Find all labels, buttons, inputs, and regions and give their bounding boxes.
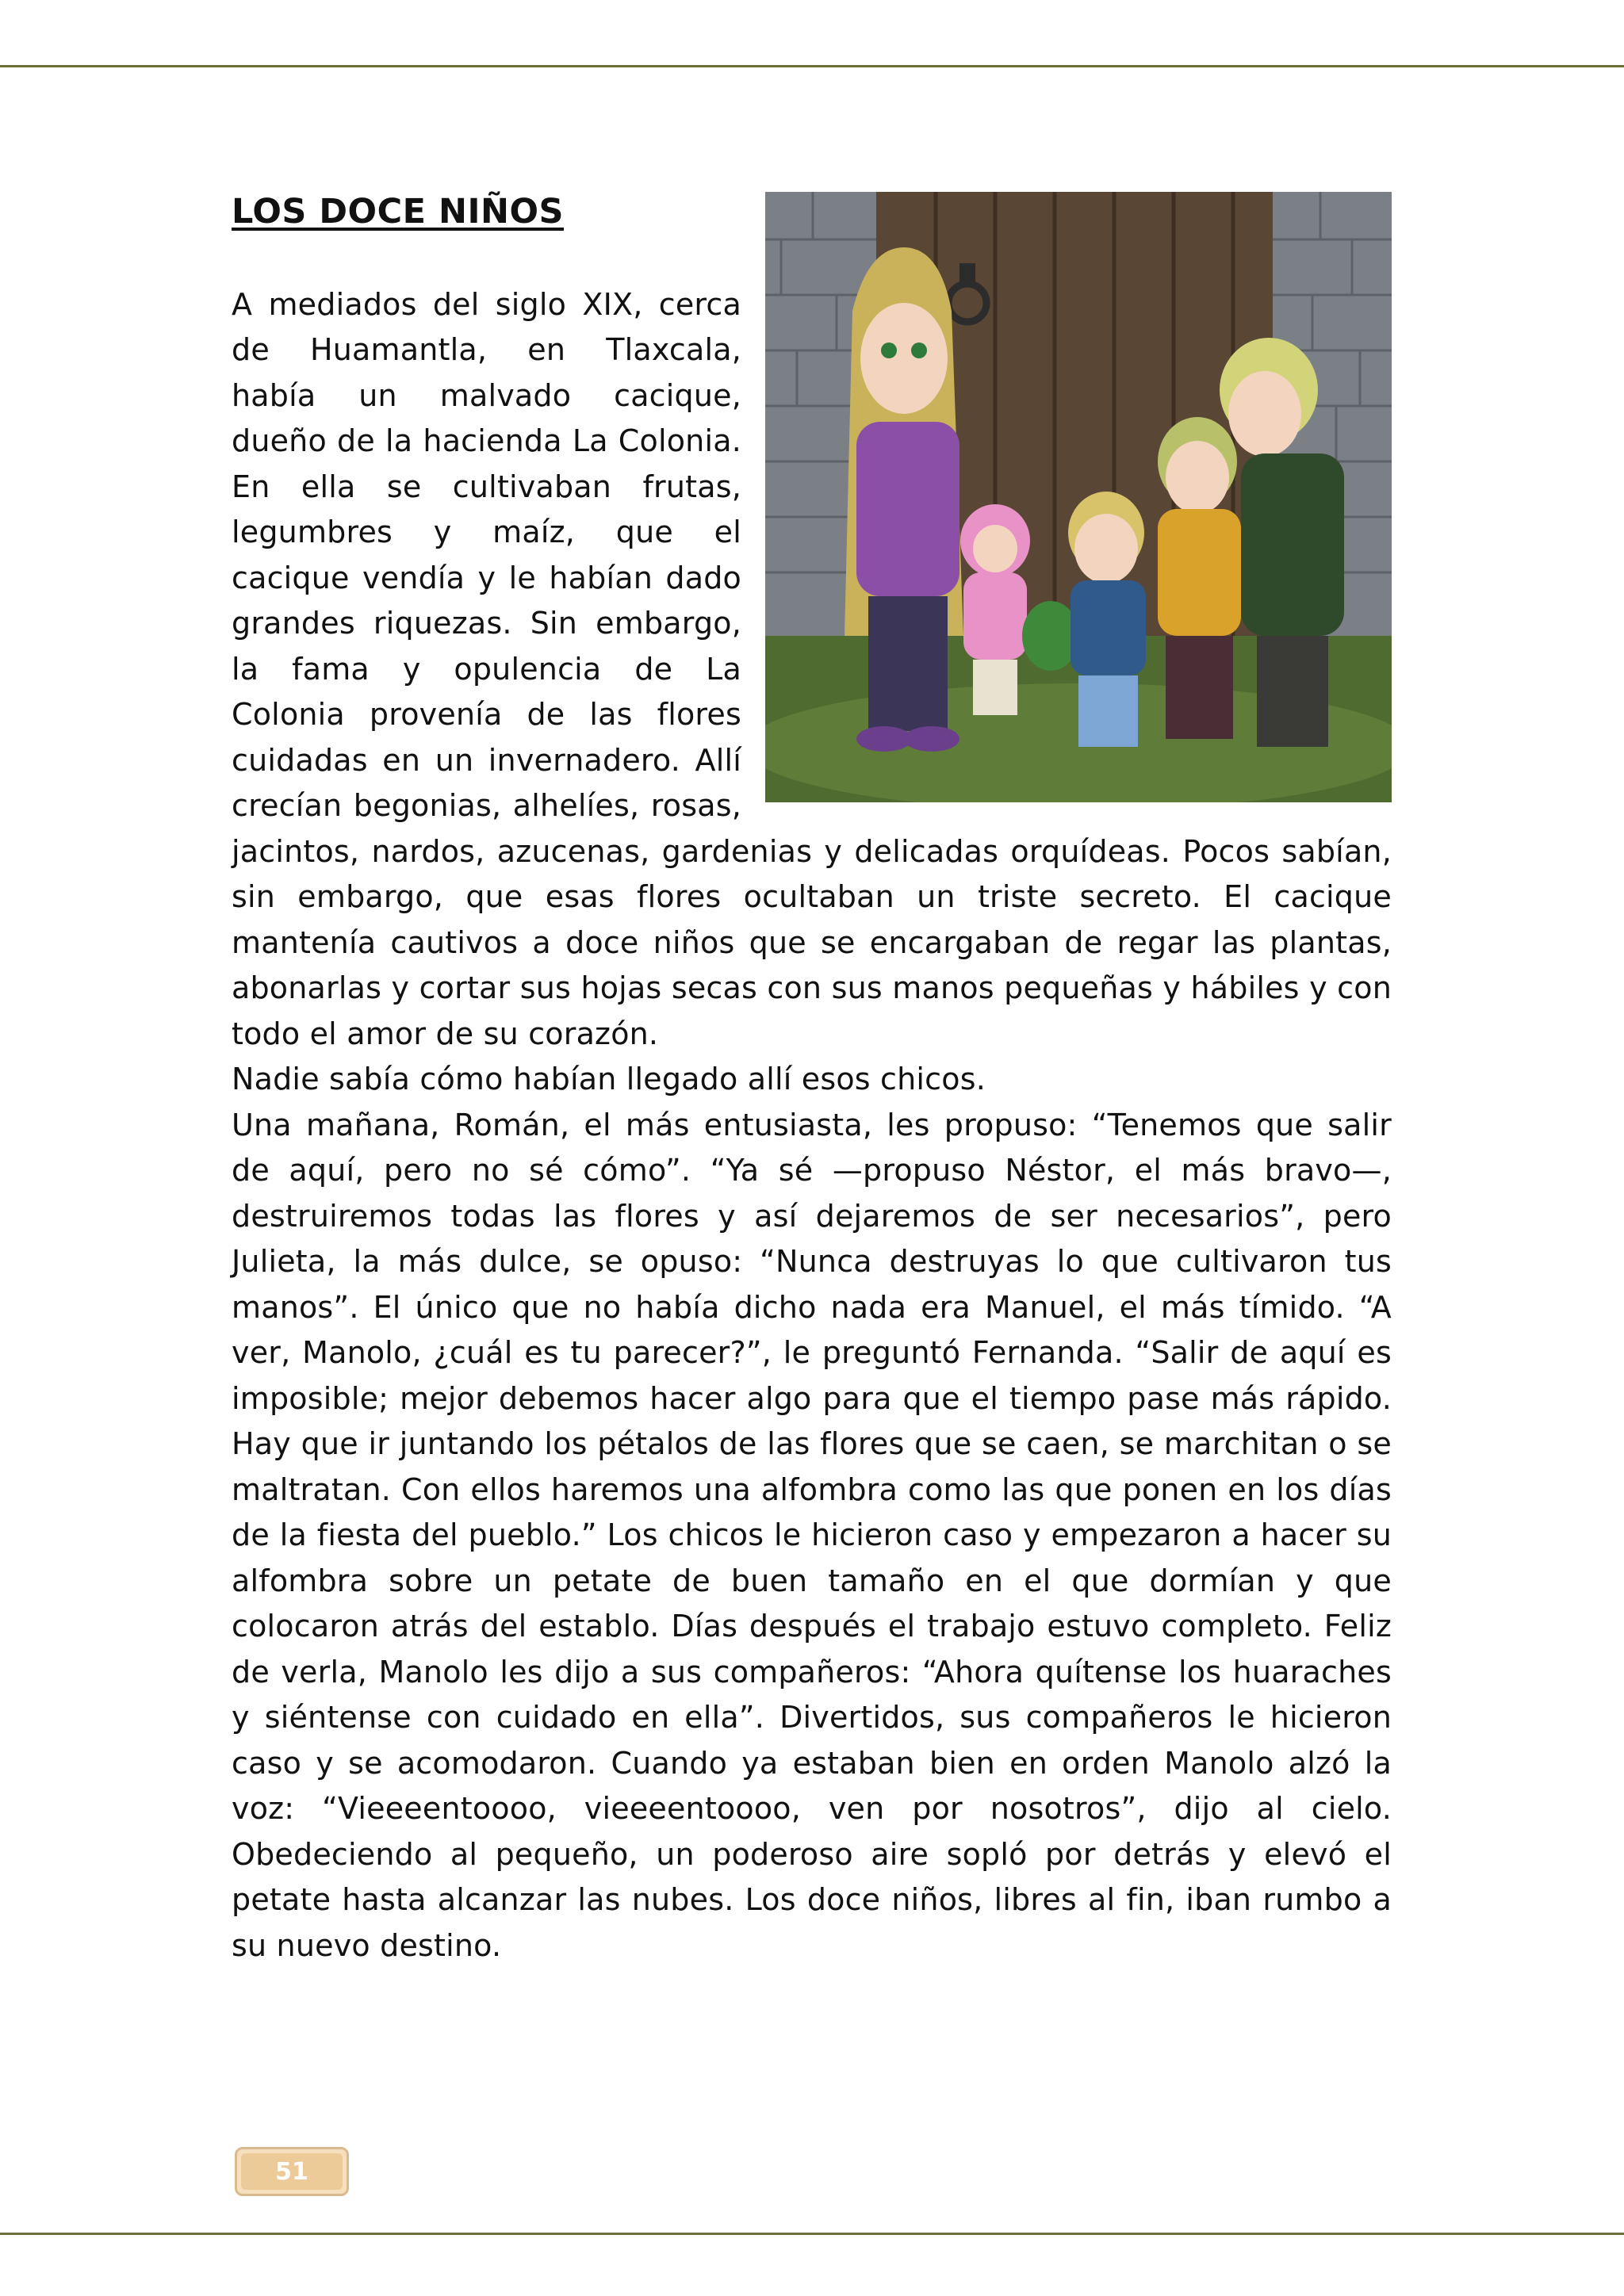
page-number: 51 xyxy=(275,2157,308,2186)
header-rule xyxy=(0,65,1624,67)
story-title: LOS DOCE NIÑOS xyxy=(232,192,565,232)
story-paragraph: Una mañana, Román, el más entusiasta, les propuso: “Tenemos que salir de aquí, pero no sé cómo”. “Ya sé —propuso Néstor, el más bravo—, destruiremos todas las flores y así dejaremos de ser necesarios”, pero Julieta, la más dulce, se opuso: “Nunca destruyas lo que cultivaron tus manos”. El único que no había dicho nada era Manuel, el más tímido. “A ver, Manolo, ¿cuál es tu parecer?”, le preguntó Fernanda. “Salir de aquí es imposible; mejor debemos hacer algo para que el tiempo pase más rápido. Hay que ir juntando los pétalos de las flores que se caen, se marchitan o se maltratan. Con ellos haremos una alfombra como las que ponen en los días de la fiesta del pueblo.” Los chicos le hicieron caso y empezaron a hacer su alfombra sobre un petate de buen tamaño en el que dormían y que colocaron atrás del establo. Días después el trabajo estuvo completo. Feliz de verla, Manolo les dijo a sus compañeros: “Ahora quítense los huaraches y siéntense con cuidado en ella”. Divertidos, sus compañeros le hicieron caso y se acomodaron. Cuando ya estaban bien en orden Manolo alzó la voz: “Vieeeentoooo, vieeeentoooo, ven por nosotros”, dijo al cielo. Obedeciendo al pequeño, un poderoso aire sopló por detrás y elevó el petate hasta alcanzar las nubes. Los doce niños, libres al fin, iban rumbo a su nuevo destino. xyxy=(232,1107,1392,1963)
story-paragraph: Nadie sabía cómo habían llegado allí esos chicos. xyxy=(232,1062,986,1097)
story-paragraph: A mediados del siglo XIX, cerca de Huamantla, en Tlaxcala, había un malvado cacique, dueño de la hacienda La Colonia. En ella se cultivaban frutas, legumbres y maíz, que el cacique vendía y le habían dado grandes riquezas. Sin embargo, la fama y opulencia de La Colonia provenía de las flores cuidadas en un invernadero. Allí crecían begonias, alhelíes, rosas, jacintos, nardos, azucenas, gardenias y delicadas orquídeas. Pocos sabían, sin embargo, que esas flores ocultaban un triste secreto. El cacique mantenía cautivos a doce niños que se encargaban de regar las plantas, abonarlas y cortar sus hojas secas con sus manos pequeñas y hábiles y con todo el amor de su corazón. xyxy=(232,286,1392,1051)
page-content xyxy=(232,192,1392,1969)
footer-rule xyxy=(0,2233,1624,2235)
children-illustration xyxy=(765,192,1392,802)
page-number-badge xyxy=(235,2147,349,2196)
